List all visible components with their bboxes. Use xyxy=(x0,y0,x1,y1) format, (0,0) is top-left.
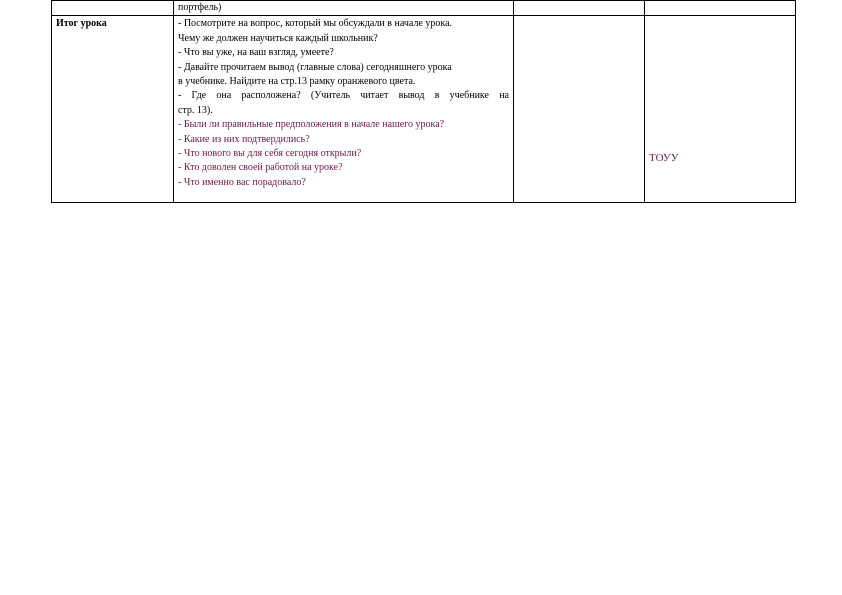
activity-text xyxy=(178,16,509,190)
activity-line: - Что вы уже, на ваш взгляд, умеете? xyxy=(178,47,334,59)
uud-label: ТОУУ xyxy=(649,152,679,165)
reflection-question: - Что именно вас порадовало? xyxy=(178,176,306,188)
activity-cell xyxy=(174,1,514,16)
reflection-question: - Какие из них подтвердились? xyxy=(178,133,310,145)
reflection-question: - Что нового вы для себя сегодня открыли? xyxy=(178,148,362,160)
activity-line: - Давайте прочитаем вывод (главные слова) сегодняшнего урока xyxy=(178,61,452,73)
student-activity-cell xyxy=(514,16,645,203)
activity-cell xyxy=(174,16,514,203)
table-row xyxy=(52,1,796,16)
activity-line: - Где она расположена? (Учитель читает вывод в учебнике на xyxy=(178,90,509,102)
reflection-question: - Кто доволен своей работой на уроке? xyxy=(178,162,343,174)
lesson-plan-table xyxy=(51,0,796,203)
activity-line: Чему же должен научиться каждый школьник? xyxy=(178,32,378,44)
stage-cell xyxy=(52,1,174,16)
stage-title: Итог урока xyxy=(56,18,107,30)
student-activity-cell xyxy=(514,1,645,16)
activity-line: - Посмотрите на вопрос, который мы обсуждали в начале урока. xyxy=(178,18,453,30)
uud-cell xyxy=(645,1,796,16)
reflection-question: - Были ли правильные предположения в начале нашего урока? xyxy=(178,119,445,131)
uud-cell xyxy=(645,16,796,203)
table-row xyxy=(52,16,796,203)
activity-line: в учебнике. Найдите на стр.13 рамку оранжевого цвета. xyxy=(178,76,416,88)
activity-line: стр. 13). xyxy=(178,104,213,116)
stage-cell xyxy=(52,16,174,203)
activity-line: портфель) xyxy=(178,2,222,13)
